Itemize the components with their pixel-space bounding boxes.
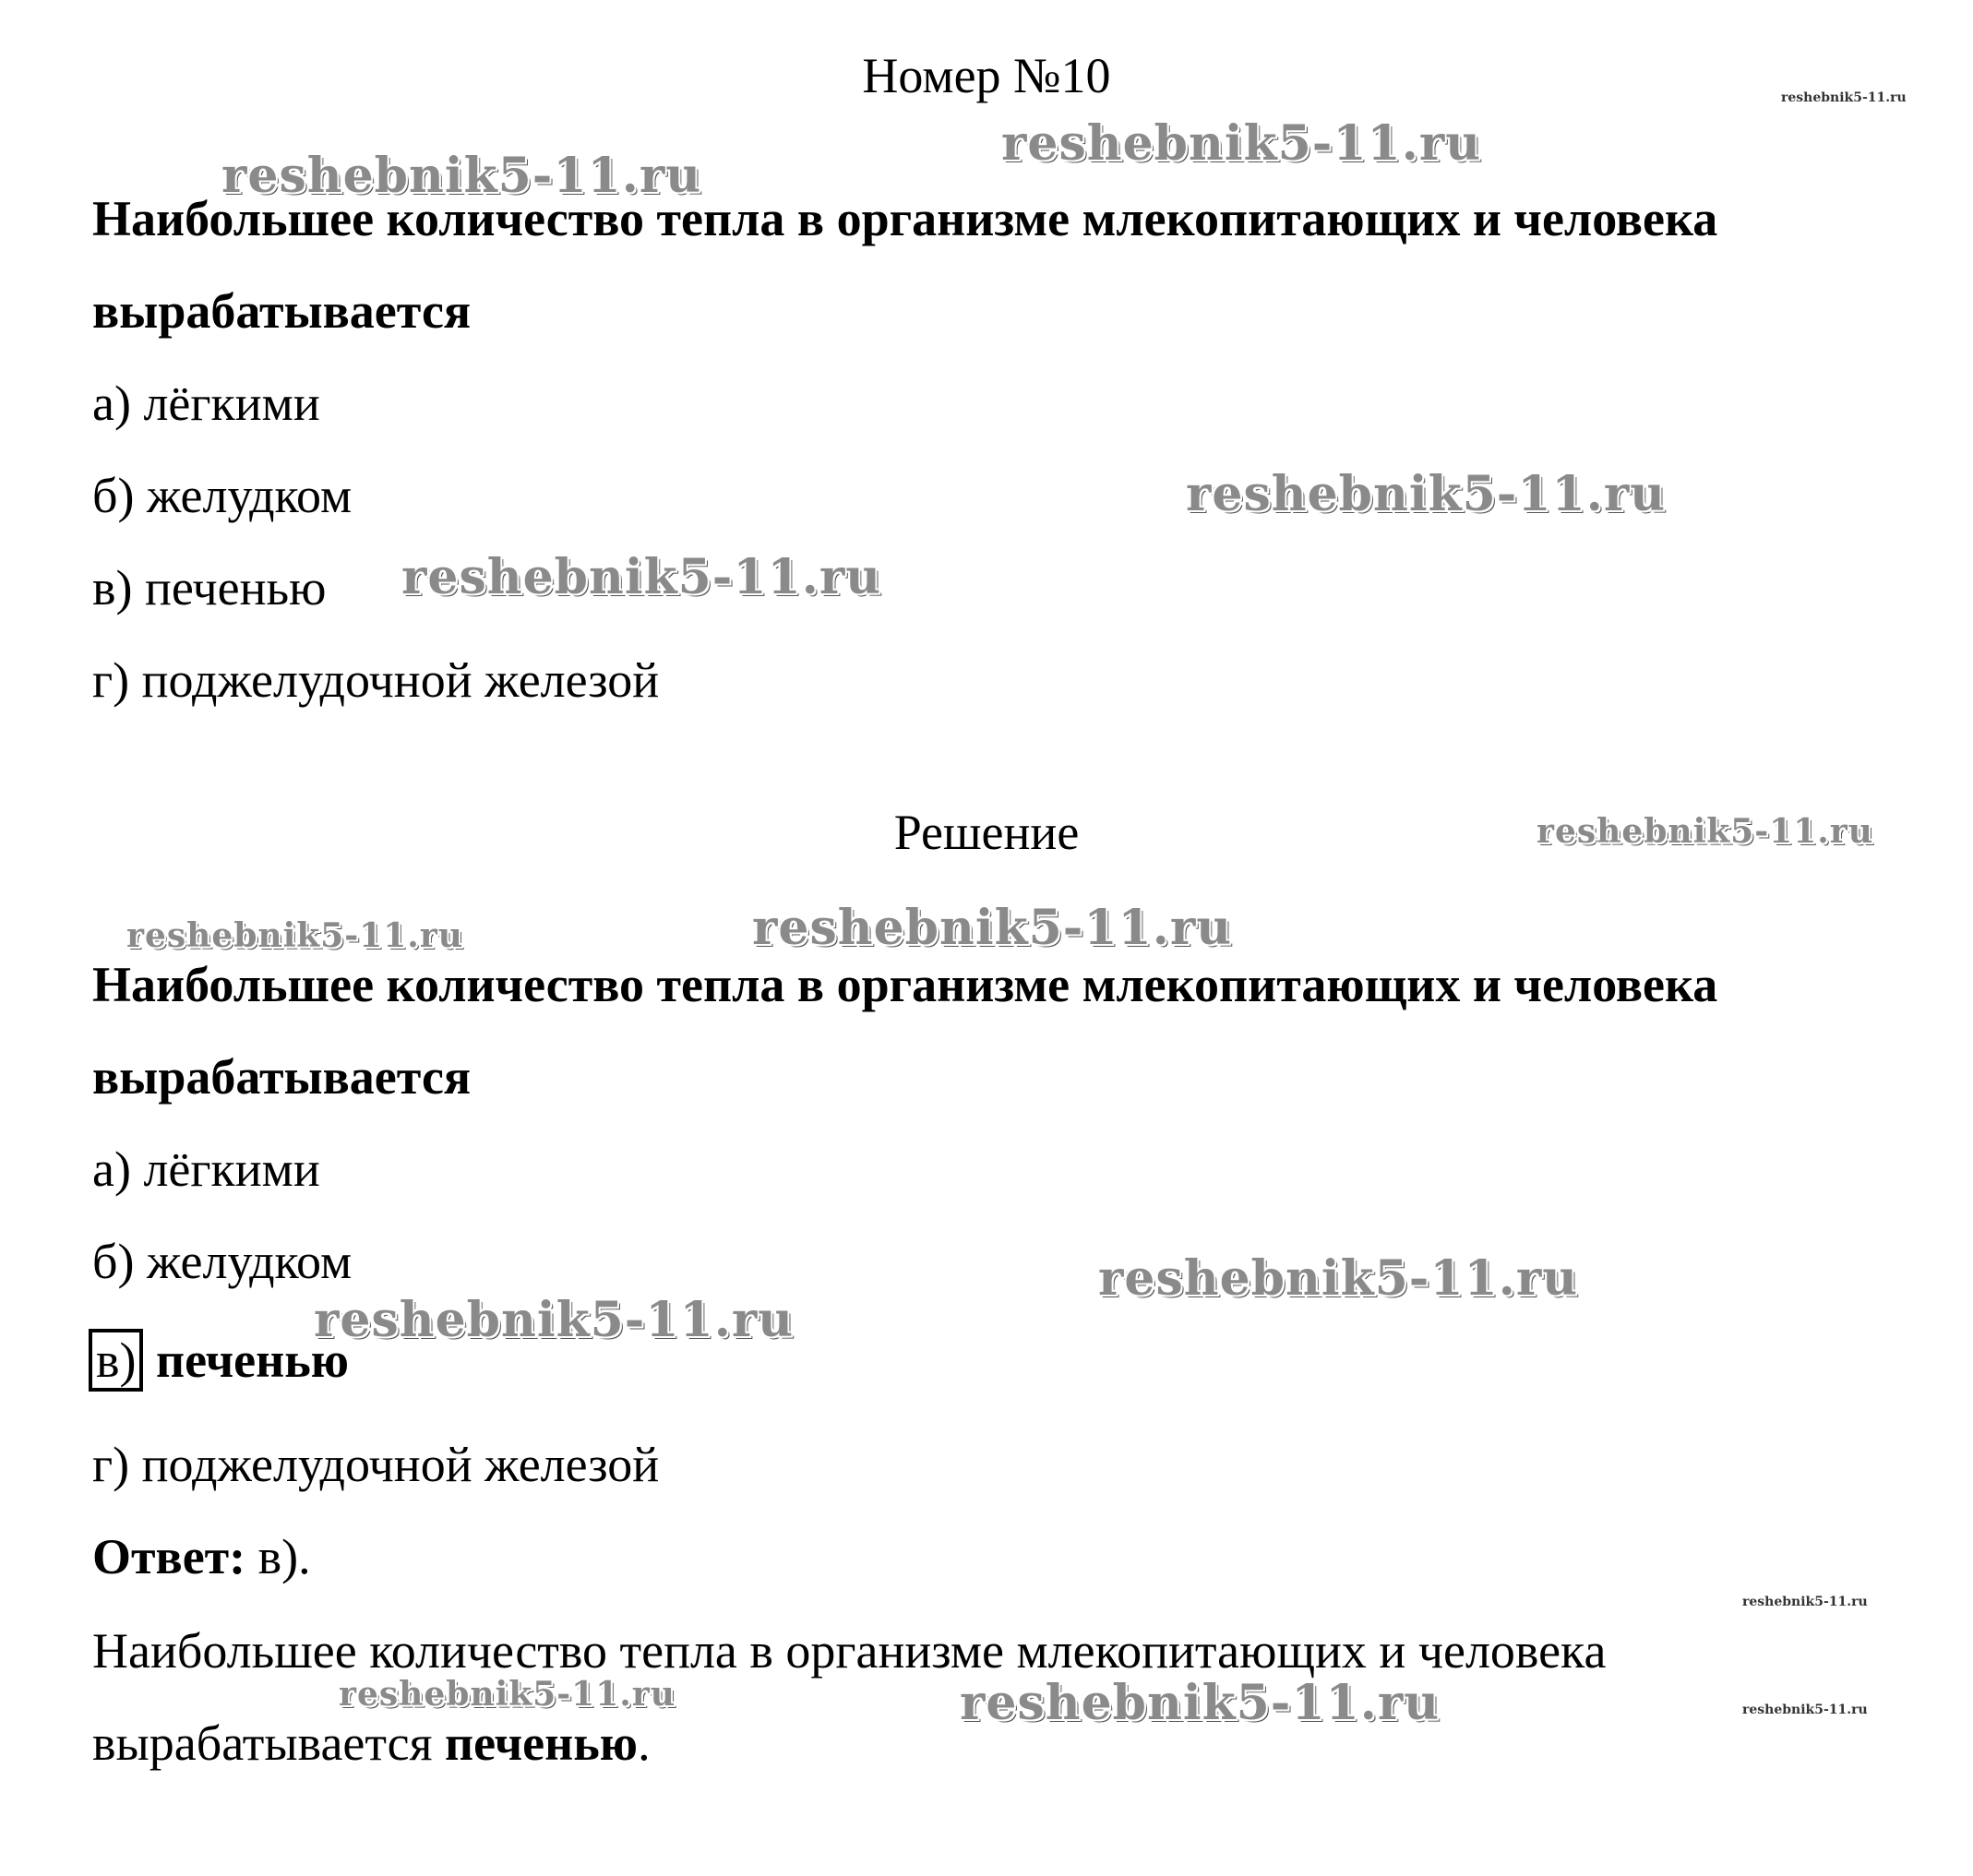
correct-answer-text: печенью (155, 1332, 350, 1388)
option-c: в) печенью (92, 560, 327, 615)
solution-heading: Решение (893, 805, 1080, 860)
watermark: reshebnik5-11.ru (1781, 90, 1907, 105)
watermark: reshebnik5-11.ru (1537, 812, 1873, 851)
explanation-line-2 (92, 1714, 651, 1773)
option-d: г) поджелудочной железой (92, 652, 660, 708)
watermark: reshebnik5-11.ru (1742, 1595, 1868, 1609)
explanation-line-1: Наибольшее количество тепла в организме млекопитающих и человека (92, 1623, 1607, 1679)
question-line-2: вырабатывается (92, 283, 472, 339)
watermark: reshebnik5-11.ru (401, 549, 882, 605)
option-b: б) желудком (92, 468, 353, 523)
watermark: reshebnik5-11.ru (314, 1292, 795, 1348)
watermark: reshebnik5-11.ru (1001, 115, 1482, 172)
question-line-1: Наибольшее количество тепла в организме млекопитающих и человека (92, 191, 1718, 246)
watermark: reshebnik5-11.ru (960, 1675, 1441, 1731)
answer-line (92, 1527, 311, 1586)
solution-option-b: б) желудком (92, 1234, 353, 1289)
watermark: reshebnik5-11.ru (126, 916, 463, 955)
problem-title: Номер №10 (862, 48, 1111, 103)
answer-value: в). (245, 1529, 311, 1584)
solution-option-d: г) поджелудочной железой (92, 1437, 660, 1492)
solution-question-line-2: вырабатывается (92, 1049, 472, 1105)
watermark: reshebnik5-11.ru (339, 1675, 676, 1714)
watermark: reshebnik5-11.ru (1098, 1250, 1579, 1307)
answer-label: Ответ: (92, 1529, 246, 1584)
watermark: reshebnik5-11.ru (1742, 1703, 1868, 1717)
watermark: reshebnik5-11.ru (752, 900, 1233, 956)
option-a: а) лёгкими (92, 376, 320, 431)
solution-question-line-1: Наибольшее количество тепла в организме млекопитающих и человека (92, 957, 1718, 1012)
correct-answer-marker: в) (89, 1329, 143, 1392)
solution-option-c (92, 1329, 349, 1392)
watermark: reshebnik5-11.ru (1186, 466, 1667, 522)
solution-option-a: а) лёгкими (92, 1141, 320, 1197)
explanation-start: вырабатывается (92, 1715, 445, 1771)
explanation-bold: печенью (444, 1715, 639, 1771)
explanation-end: . (638, 1715, 651, 1771)
watermark: reshebnik5-11.ru (221, 148, 702, 204)
